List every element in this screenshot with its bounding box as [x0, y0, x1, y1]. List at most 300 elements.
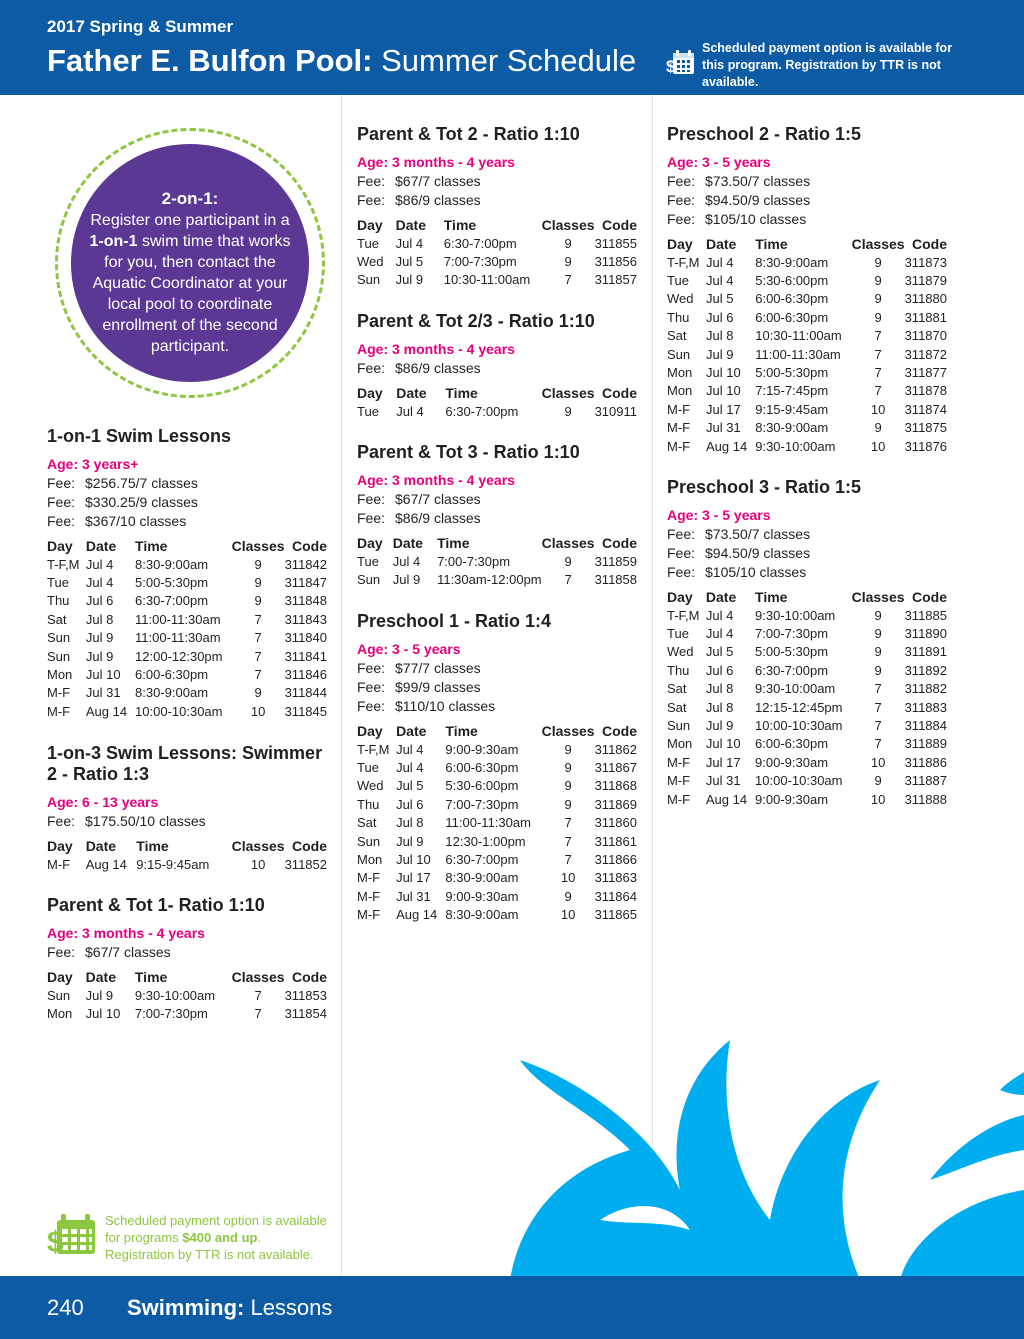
- cell-classes: 10: [250, 703, 266, 719]
- cell-classes: 9: [254, 593, 262, 609]
- fee-line: [357, 697, 637, 716]
- cell-time: 9:00-9:30am: [445, 888, 519, 904]
- cell-time: 6:00-6:30pm: [755, 291, 829, 307]
- fee-line: [667, 563, 947, 582]
- fee-amount: $94.50/9 classes: [705, 545, 811, 561]
- col-classes-header: Classes: [541, 722, 595, 739]
- cell-day: M-F: [357, 907, 381, 923]
- cell-date: Jul 6: [705, 662, 734, 678]
- table-row: [667, 345, 947, 363]
- cell-day: Sat: [357, 815, 377, 831]
- cell-day: M-F: [667, 438, 691, 454]
- cell-time: 11:00-11:30am: [135, 611, 221, 627]
- bottom-note-line2a: for programs: [105, 1230, 183, 1245]
- cell-classes: 7: [564, 815, 572, 831]
- cell-classes: 9: [254, 685, 262, 701]
- col-code-header: Code: [912, 235, 947, 252]
- footer-section-title: [127, 1295, 332, 1321]
- cell-time: 11:30am-12:00pm: [437, 572, 542, 588]
- cell-time: 6:30-7:00pm: [443, 235, 517, 251]
- cell-day: Tue: [47, 575, 69, 591]
- cell-time: 5:30-6:00pm: [445, 778, 519, 794]
- table-row: [357, 402, 637, 420]
- cell-day: T-F,M: [47, 556, 80, 572]
- col-time-header: Time: [135, 537, 168, 554]
- col-time-header: Time: [445, 722, 478, 739]
- cell-date: Jul 10: [705, 365, 741, 381]
- cell-code: 311879: [904, 273, 947, 289]
- bottom-note-line2c: .: [257, 1230, 262, 1245]
- cell-classes: 7: [874, 328, 882, 344]
- cell-classes: 7: [254, 987, 262, 1003]
- table-row: [667, 253, 947, 271]
- bottom-payment-text: [105, 1212, 327, 1263]
- cell-classes: 7: [564, 272, 572, 288]
- cell-day: Thu: [47, 593, 70, 609]
- cell-date: Jul 10: [85, 1006, 121, 1022]
- cell-time: 10:00-10:30am: [135, 703, 223, 719]
- cell-code: 311881: [904, 309, 947, 325]
- fee-label: Fee:: [667, 545, 696, 561]
- cell-day: Tue: [667, 273, 689, 289]
- cell-time: 11:00-11:30am: [445, 815, 531, 831]
- section-parent-tot-3: [357, 442, 637, 589]
- table-row: [357, 795, 637, 813]
- cell-date: Jul 10: [85, 667, 121, 683]
- table-row: [357, 570, 637, 588]
- cell-classes: 7: [254, 1006, 262, 1022]
- cell-code: 311840: [284, 630, 327, 646]
- column-divider: [341, 95, 342, 1275]
- cell-code: 311891: [904, 644, 947, 660]
- cell-time: 10:00-10:30am: [755, 773, 843, 789]
- cell-time: 9:00-9:30am: [755, 754, 829, 770]
- cell-time: 10:30-11:00am: [755, 328, 842, 344]
- schedule-table: [667, 234, 947, 455]
- cell-time: 7:15-7:45pm: [755, 383, 829, 399]
- cell-code: 311864: [594, 888, 637, 904]
- cell-classes: 7: [564, 833, 572, 849]
- season-label: 2017 Spring & Summer: [47, 17, 234, 36]
- fee-line: [47, 943, 327, 962]
- col-date-header: Date: [85, 537, 117, 554]
- cell-classes: 10: [870, 401, 886, 417]
- fee-amount: $94.50/9 classes: [705, 192, 811, 208]
- cell-date: Jul 9: [705, 346, 734, 362]
- cell-time: 6:00-6:30pm: [135, 667, 209, 683]
- cell-code: 311847: [284, 575, 327, 591]
- fee-line: [357, 678, 637, 697]
- cell-classes: 9: [564, 888, 572, 904]
- cell-code: 311844: [284, 685, 327, 701]
- cell-day: M-F: [47, 685, 71, 701]
- cell-code: 311854: [284, 1006, 327, 1022]
- table-header-row: [47, 836, 327, 855]
- cell-code: 311892: [904, 662, 947, 678]
- col-day-header: Day: [357, 722, 383, 739]
- fee-amount: $67/7 classes: [85, 944, 171, 960]
- fee-amount: $86/9 classes: [395, 510, 481, 526]
- table-row: [357, 234, 637, 252]
- table-header-row: [47, 967, 327, 986]
- cell-code: 311861: [594, 833, 637, 849]
- fee-amount: $330.25/9 classes: [85, 494, 198, 510]
- cell-code: 311862: [594, 741, 637, 757]
- schedule-table: [357, 533, 637, 589]
- col-date-header: Date: [705, 588, 737, 605]
- fee-line: [667, 172, 947, 191]
- cell-classes: 10: [870, 438, 886, 454]
- header-payment-note: [666, 40, 954, 91]
- fee-label: Fee:: [357, 360, 386, 376]
- age-range: Age: 3 years+: [47, 456, 139, 472]
- page-header: [0, 0, 1024, 95]
- footer-section-bold: Swimming:: [127, 1295, 245, 1320]
- section-one-on-one: [47, 426, 327, 721]
- cell-time: 9:00-9:30am: [445, 741, 519, 757]
- badge-text-a: Register one participant in a: [90, 212, 290, 229]
- cell-classes: 9: [874, 273, 882, 289]
- cell-date: Aug 14: [705, 438, 748, 454]
- col-code-header: Code: [602, 534, 637, 551]
- cell-day: Sun: [47, 648, 71, 664]
- badge-text-bold: 1-on-1: [89, 233, 138, 250]
- fee-amount: $175.50/10 classes: [85, 813, 206, 829]
- cell-classes: 10: [870, 791, 886, 807]
- cell-classes: 9: [564, 553, 572, 569]
- cell-day: Wed: [357, 778, 384, 794]
- page-title-bold: Father E. Bulfon Pool:: [47, 43, 373, 78]
- cell-date: Jul 31: [705, 773, 741, 789]
- col-time-header: Time: [755, 235, 788, 252]
- cell-time: 10:00-10:30am: [755, 718, 843, 734]
- cell-time: 12:15-12:45pm: [755, 699, 843, 715]
- cell-day: Tue: [357, 403, 379, 419]
- cell-code: 311863: [594, 870, 637, 886]
- cell-classes: 9: [874, 607, 882, 623]
- cell-date: Jul 8: [705, 681, 734, 697]
- col-date-header: Date: [85, 837, 117, 854]
- cell-classes: 7: [874, 681, 882, 697]
- table-row: [667, 790, 947, 808]
- table-row: [47, 855, 327, 873]
- col-date-header: Date: [395, 216, 426, 233]
- table-row: [667, 290, 947, 308]
- cell-code: 311843: [284, 611, 327, 627]
- cell-time: 11:00-11:30am: [755, 346, 841, 362]
- cell-time: 5:00-5:30pm: [755, 644, 829, 660]
- fee-amount: $105/10 classes: [705, 211, 807, 227]
- cell-code: 311848: [284, 593, 327, 609]
- section-title: Parent & Tot 2/3 - Ratio 1:10: [357, 311, 595, 331]
- cell-time: 9:30-10:00am: [755, 607, 836, 623]
- schedule-table: [47, 536, 327, 721]
- cell-time: 8:30-9:00am: [755, 254, 829, 270]
- table-header-row: [357, 215, 637, 234]
- cell-date: Jul 9: [395, 272, 424, 288]
- bottom-payment-note: [47, 1212, 327, 1263]
- col-code-header: Code: [602, 384, 637, 401]
- cell-date: Jul 4: [85, 575, 114, 591]
- cell-time: 10:30-11:00am: [443, 272, 531, 288]
- schedule-table: [47, 967, 327, 1023]
- section-title: Preschool 1 - Ratio 1:4: [357, 611, 552, 631]
- cell-date: Jul 17: [396, 870, 431, 886]
- col-classes-header: Classes: [231, 968, 285, 985]
- cell-day: T-F,M: [667, 607, 700, 623]
- cell-classes: 9: [874, 309, 882, 325]
- cell-date: Jul 4: [705, 626, 734, 642]
- cell-classes: 9: [564, 403, 572, 419]
- section-one-on-three: [47, 743, 327, 873]
- cell-day: Sun: [667, 718, 691, 734]
- table-row: [357, 271, 637, 289]
- table-row: [357, 887, 637, 905]
- cell-date: Jul 17: [705, 754, 741, 770]
- fee-amount: $256.75/7 classes: [85, 475, 198, 491]
- fee-line: [357, 359, 637, 378]
- fee-label: Fee:: [357, 510, 386, 526]
- cell-code: 311885: [904, 607, 947, 623]
- fee-line: [667, 544, 947, 563]
- fee-label: Fee:: [47, 475, 76, 491]
- fee-amount: $86/9 classes: [395, 360, 481, 376]
- cell-date: Jul 4: [395, 235, 424, 251]
- cell-code: 311870: [904, 328, 947, 344]
- cell-classes: 10: [870, 754, 886, 770]
- cell-classes: 7: [254, 667, 262, 683]
- col-time-header: Time: [755, 588, 788, 605]
- cell-day: Tue: [357, 553, 379, 569]
- cell-time: 6:30-7:00pm: [445, 852, 519, 868]
- cell-classes: 9: [874, 254, 882, 270]
- cell-code: 311890: [904, 626, 947, 642]
- cell-code: 311886: [904, 754, 947, 770]
- cell-day: Mon: [47, 667, 73, 683]
- section-parent-tot-2-3: [357, 311, 637, 420]
- two-on-one-badge: [55, 128, 325, 398]
- fee-amount: $86/9 classes: [395, 192, 481, 208]
- cell-date: Jul 6: [85, 593, 114, 609]
- cell-classes: 7: [564, 852, 572, 868]
- cell-day: Sun: [47, 987, 71, 1003]
- fee-label: Fee:: [667, 192, 696, 208]
- section-preschool-2: [667, 124, 947, 455]
- cell-time: 9:15-9:45am: [755, 401, 829, 417]
- fee-line: [667, 191, 947, 210]
- col-day-header: Day: [357, 216, 383, 233]
- cell-classes: 7: [874, 383, 882, 399]
- badge-inner: [71, 144, 309, 382]
- cell-time: 12:00-12:30pm: [135, 648, 223, 664]
- col-day-header: Day: [47, 537, 73, 554]
- table-header-row: [47, 536, 327, 555]
- cell-day: Sat: [667, 699, 687, 715]
- table-row: [667, 643, 947, 661]
- cell-day: Tue: [357, 760, 379, 776]
- section-parent-tot-2: [357, 124, 637, 289]
- schedule-table: [357, 721, 637, 924]
- cell-day: Sat: [667, 328, 687, 344]
- fee-amount: $77/7 classes: [395, 660, 481, 676]
- cell-code: 311859: [594, 553, 637, 569]
- cell-time: 8:30-9:00am: [755, 420, 829, 436]
- cell-code: 311878: [904, 383, 947, 399]
- col-classes-header: Classes: [541, 216, 595, 233]
- cell-classes: 7: [564, 572, 572, 588]
- table-row: [47, 592, 327, 610]
- cell-classes: 10: [560, 907, 576, 923]
- table-row: [47, 555, 327, 573]
- cell-code: 311856: [594, 254, 637, 270]
- fee-label: Fee:: [357, 173, 386, 189]
- col-day-header: Day: [667, 588, 693, 605]
- table-row: [667, 735, 947, 753]
- fee-line: [357, 172, 637, 191]
- table-row: [667, 419, 947, 437]
- cell-date: Jul 5: [396, 778, 424, 794]
- cell-classes: 7: [874, 365, 882, 381]
- schedule-table: [357, 215, 637, 289]
- col-classes-header: Classes: [851, 588, 905, 605]
- cell-code: 311872: [904, 346, 947, 362]
- cell-day: Wed: [357, 254, 384, 270]
- badge-title: 2-on-1:: [161, 189, 219, 208]
- cell-code: 310911: [594, 403, 637, 419]
- cell-day: Mon: [667, 736, 693, 752]
- age-range: Age: 6 - 13 years: [47, 794, 159, 810]
- cell-day: Sun: [357, 572, 381, 588]
- page-title: [47, 43, 636, 79]
- table-row: [667, 308, 947, 326]
- cell-date: Jul 9: [705, 718, 734, 734]
- cell-date: Jul 31: [85, 685, 121, 701]
- cell-time: 7:00-7:30pm: [443, 254, 517, 270]
- fee-label: Fee:: [667, 564, 696, 580]
- cell-date: Jul 4: [396, 760, 424, 776]
- cell-date: Jul 10: [705, 383, 741, 399]
- col-code-header: Code: [602, 216, 637, 233]
- age-range: Age: 3 months - 4 years: [357, 154, 515, 170]
- cell-code: 311841: [284, 648, 327, 664]
- col-date-header: Date: [705, 235, 737, 252]
- cell-time: 5:00-5:30pm: [755, 365, 829, 381]
- page-footer: [0, 1276, 1024, 1339]
- cell-classes: 9: [254, 556, 262, 572]
- cell-time: 6:30-7:00pm: [135, 593, 209, 609]
- cell-classes: 10: [250, 856, 266, 872]
- bottom-note-line2b: $400 and up: [182, 1230, 258, 1245]
- fee-label: Fee:: [47, 813, 76, 829]
- cell-time: 9:15-9:45am: [136, 856, 210, 872]
- section-parent-tot-1: [47, 895, 327, 1023]
- fee-line: [357, 191, 637, 210]
- col-time-header: Time: [136, 837, 169, 854]
- table-header-row: [667, 587, 947, 606]
- fee-line: [357, 490, 637, 509]
- cell-time: 9:30-10:00am: [755, 438, 836, 454]
- fee-amount: $73.50/7 classes: [705, 173, 811, 189]
- age-range: Age: 3 months - 4 years: [47, 925, 205, 941]
- col-date-header: Date: [396, 384, 427, 401]
- table-row: [667, 363, 947, 381]
- cell-classes: 7: [874, 736, 882, 752]
- cell-code: 311887: [904, 773, 947, 789]
- water-splash-graphic: [480, 1020, 1024, 1280]
- cell-code: 311867: [594, 760, 637, 776]
- cell-day: Sat: [667, 681, 687, 697]
- fee-line: [357, 509, 637, 528]
- cell-time: 9:00-9:30am: [755, 791, 829, 807]
- table-row: [667, 716, 947, 734]
- cell-day: Mon: [667, 365, 693, 381]
- cell-day: T-F,M: [357, 741, 390, 757]
- table-row: [47, 684, 327, 702]
- cell-classes: 7: [874, 718, 882, 734]
- fee-amount: $67/7 classes: [395, 173, 481, 189]
- cell-code: 311876: [904, 438, 947, 454]
- cell-code: 311846: [284, 667, 327, 683]
- cell-classes: 9: [874, 644, 882, 660]
- section-title: 1-on-1 Swim Lessons: [47, 426, 232, 446]
- section-title: 1-on-3 Swim Lessons: Swimmer 2 - Ratio 1:3: [47, 743, 323, 784]
- cell-day: Sat: [47, 611, 67, 627]
- fee-label: Fee:: [357, 698, 386, 714]
- section-title: Parent & Tot 3 - Ratio 1:10: [357, 442, 580, 462]
- table-row: [47, 573, 327, 591]
- fee-line: [667, 210, 947, 229]
- cell-classes: 7: [254, 648, 262, 664]
- fee-label: Fee:: [357, 660, 386, 676]
- fee-label: Fee:: [667, 173, 696, 189]
- cell-day: Sun: [357, 272, 381, 288]
- cell-time: 8:30-9:00am: [445, 907, 519, 923]
- cell-code: 311875: [904, 420, 947, 436]
- badge-text-b: swim time that works for you, then contact the Aquatic Coordinator at your local pool to coordinate enrollment of the second participant.: [92, 233, 291, 355]
- cell-time: 6:30-7:00pm: [755, 662, 829, 678]
- table-row: [47, 629, 327, 647]
- cell-code: 311855: [594, 235, 637, 251]
- col-day-header: Day: [357, 534, 383, 551]
- cell-classes: 9: [874, 291, 882, 307]
- table-row: [357, 832, 637, 850]
- fee-line: [47, 474, 327, 493]
- cell-time: 11:00-11:30am: [135, 630, 221, 646]
- page-number: 240: [47, 1295, 84, 1320]
- cell-day: Thu: [357, 796, 380, 812]
- col-date-header: Date: [392, 534, 424, 551]
- table-row: [357, 758, 637, 776]
- cell-day: Tue: [667, 626, 689, 642]
- fee-line: [47, 812, 327, 831]
- table-row: [667, 680, 947, 698]
- table-row: [357, 777, 637, 795]
- col-classes-header: Classes: [231, 537, 285, 554]
- col-code-header: Code: [292, 837, 327, 854]
- cell-date: Jul 8: [705, 328, 734, 344]
- cell-date: Jul 31: [396, 888, 431, 904]
- header-payment-text: Scheduled payment option is available for this program. Registration by TTR is not available.: [702, 41, 953, 89]
- cell-day: M-F: [47, 703, 71, 719]
- col-classes-header: Classes: [541, 384, 595, 401]
- section-preschool-3: [667, 477, 947, 808]
- svg-text:$: $: [47, 1226, 64, 1258]
- fee-amount: $73.50/7 classes: [705, 526, 811, 542]
- schedule-table: [357, 383, 637, 420]
- cell-date: Jul 4: [396, 741, 424, 757]
- age-range: Age: 3 months - 4 years: [357, 472, 515, 488]
- col-time-header: Time: [443, 216, 477, 233]
